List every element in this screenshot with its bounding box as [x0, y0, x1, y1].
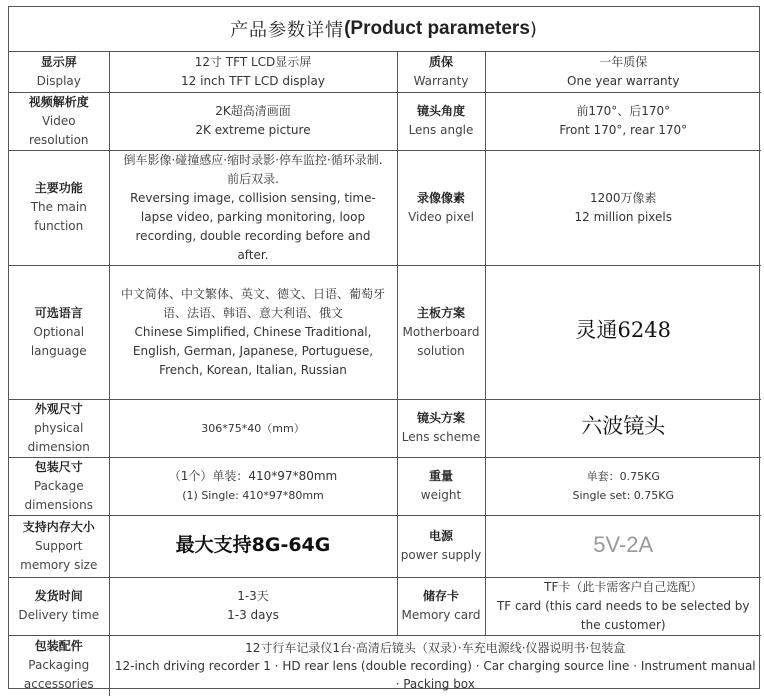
- table-row: [9, 399, 761, 457]
- accessories-value-en: 12-inch driving recorder 1 · HD rear lens (double recording) · Car charging source line · Instrument manual · Packing box: [114, 658, 756, 691]
- table-row: [9, 515, 761, 577]
- lens-angle-label: [397, 92, 485, 150]
- lens-scheme-label-en: Lens scheme: [401, 430, 481, 444]
- memory-size-label-zh: 支持内存大小: [22, 519, 95, 534]
- memory-card-label: [397, 577, 485, 635]
- lens-scheme-label-zh: 镜头方案: [416, 411, 465, 425]
- weight-value-zh: 单套：0.75KG: [586, 470, 660, 483]
- physical-dimension-label-zh: 外观尺寸: [34, 401, 83, 416]
- table-row: [9, 52, 761, 92]
- weight-label-zh: 重量: [428, 469, 453, 483]
- warranty-value-zh: 一年质保: [599, 54, 648, 69]
- accessories-label: [9, 635, 109, 696]
- video-pixel-label-en: Video pixel: [408, 209, 474, 224]
- power-supply-label-zh: 电源: [428, 529, 453, 543]
- lens-angle-value-zh: 前170°、后170°: [576, 104, 671, 118]
- memory-size-label: [9, 515, 109, 577]
- display-value-zh: 12寸 TFT LCD显示屏: [194, 54, 312, 69]
- display-label-en: Display: [36, 73, 81, 88]
- delivery-time-value-en: 1-3 days: [227, 608, 279, 622]
- lens-angle-label-zh: 镜头角度: [416, 104, 465, 118]
- power-supply-label-en: power supply: [400, 548, 482, 562]
- table-row: [9, 457, 761, 515]
- weight-value: [485, 457, 761, 515]
- accessories-label-en: Packaging accessories: [23, 658, 94, 692]
- video-pixel-value-en: 12 million pixels: [574, 209, 673, 224]
- power-supply-label: [397, 515, 485, 577]
- video-resolution-value-zh: 2K超高清画面: [215, 104, 291, 118]
- memory-card-label-zh: 储存卡: [422, 589, 459, 603]
- main-function-label-zh: 主要功能: [34, 181, 83, 195]
- languages-value-zh: 中文简体、中文繁体、英文、德文、日语、葡萄牙语、法语、韩语、意大利语、俄文: [120, 286, 385, 320]
- delivery-time-label: [9, 577, 109, 635]
- video-resolution-label-zh: 视频解析度: [28, 94, 89, 109]
- display-label: [9, 52, 109, 92]
- physical-dimension-label-en: physical dimension: [27, 420, 90, 454]
- title-close: ): [529, 18, 538, 40]
- package-dimensions-value-zh: （1个）单装：410*97*80mm: [168, 469, 338, 483]
- accessories-value: [109, 635, 761, 696]
- delivery-time-value: [109, 577, 397, 635]
- warranty-value: [485, 52, 761, 92]
- lens-angle-value-en: Front 170°, rear 170°: [559, 123, 688, 137]
- table-row: [9, 265, 761, 399]
- title-en: (Product parameters: [344, 18, 530, 39]
- main-function-value-zh: 倒车影像·碰撞感应·缩时录影·停车监控·循环录制. 前后双录.: [123, 152, 383, 186]
- delivery-time-value-zh: 1-3天: [237, 589, 269, 603]
- lens-angle-label-en: Lens angle: [408, 123, 474, 137]
- table-row: [9, 150, 761, 265]
- package-dimensions-value: [109, 457, 397, 515]
- memory-size-label-en: Support memory size: [20, 538, 98, 572]
- memory-card-value-en: TF card (this card needs to be selected by the customer): [496, 598, 750, 632]
- lens-scheme-value: [485, 399, 761, 457]
- delivery-time-label-en: Delivery time: [18, 608, 100, 622]
- motherboard-label: [397, 265, 485, 399]
- sheet-title: [9, 7, 759, 52]
- display-label-zh: 显示屏: [40, 54, 77, 69]
- languages-label-en: Optional language: [30, 324, 87, 358]
- table-row: [9, 92, 761, 150]
- memory-card-value: [485, 577, 761, 635]
- motherboard-value: 灵通6248: [575, 318, 671, 342]
- memory-size-value: [109, 515, 397, 577]
- power-supply-value: [485, 515, 761, 577]
- title-zh: 产品参数详情: [230, 20, 345, 41]
- physical-dimension-label: [9, 399, 109, 457]
- motherboard-label-en: Motherboard solution: [402, 324, 480, 358]
- package-dimensions-label: [9, 457, 109, 515]
- memory-card-value-zh: TF卡（此卡需客户自己选配）: [544, 579, 703, 594]
- weight-label-en: weight: [420, 488, 462, 502]
- main-function-label: [9, 150, 109, 265]
- accessories-label-zh: 包装配件: [34, 639, 83, 654]
- video-pixel-value: [485, 150, 761, 265]
- main-function-value: [109, 150, 397, 265]
- video-pixel-label: [397, 150, 485, 265]
- video-pixel-value-zh: 1200万像素: [589, 190, 657, 205]
- weight-value-en: Single set: 0.75KG: [572, 489, 675, 502]
- product-parameters-sheet: [8, 6, 760, 692]
- motherboard-value: [485, 265, 761, 399]
- warranty-label-zh: 质保: [428, 54, 453, 69]
- lens-scheme-value: 六波镜头: [581, 414, 666, 438]
- main-function-label-en: The main function: [30, 200, 87, 233]
- package-dimensions-label-en: Package dimensions: [24, 478, 93, 512]
- package-dimensions-value-en: (1) Single: 410*97*80mm: [182, 489, 324, 502]
- language-label: [9, 265, 109, 399]
- lens-scheme-label: [397, 399, 485, 457]
- video-resolution-label-en: Video resolution: [28, 113, 89, 147]
- weight-label: [397, 457, 485, 515]
- video-resolution-label: [9, 92, 109, 150]
- parameters-table: [9, 52, 761, 696]
- warranty-label-en: Warranty: [413, 73, 469, 88]
- warranty-value-en: One year warranty: [567, 73, 680, 88]
- delivery-time-label-zh: 发货时间: [34, 589, 83, 603]
- package-dimensions-label-zh: 包装尺寸: [34, 459, 83, 474]
- video-pixel-label-zh: 录像像素: [416, 190, 465, 205]
- display-value-en: 12 inch TFT LCD display: [181, 73, 325, 88]
- display-value: [109, 52, 397, 92]
- lens-angle-value: [485, 92, 761, 150]
- physical-dimension-value: 306*75*40（mm）: [201, 421, 305, 435]
- warranty-label: [397, 52, 485, 92]
- languages-value-en: Chinese Simplified, Chinese Traditional, English, German, Japanese, Portuguese, French, Korean, Italian, Russian: [132, 324, 374, 377]
- memory-size-value: 最大支持8G-64G: [175, 533, 331, 556]
- languages-label-zh: 可选语言: [34, 305, 83, 320]
- power-supply-value: 5V-2A: [593, 531, 654, 557]
- memory-card-label-en: Memory card: [401, 608, 481, 622]
- video-resolution-value: [109, 92, 397, 150]
- language-value: [109, 265, 397, 399]
- main-function-value-en: Reversing image, collision sensing, time-lapse video, parking monitoring, loop recording, double recording before and after.: [130, 190, 376, 262]
- video-resolution-value-en: 2K extreme picture: [195, 123, 311, 137]
- table-row: [9, 577, 761, 635]
- table-row: [9, 635, 761, 696]
- physical-dimension-value: [109, 399, 397, 457]
- motherboard-label-zh: 主板方案: [416, 305, 465, 320]
- accessories-value-zh: 12寸行车记录仪1台·高清后镜头（双录）·车充电源线·仪器说明书·包装盒: [245, 640, 626, 655]
